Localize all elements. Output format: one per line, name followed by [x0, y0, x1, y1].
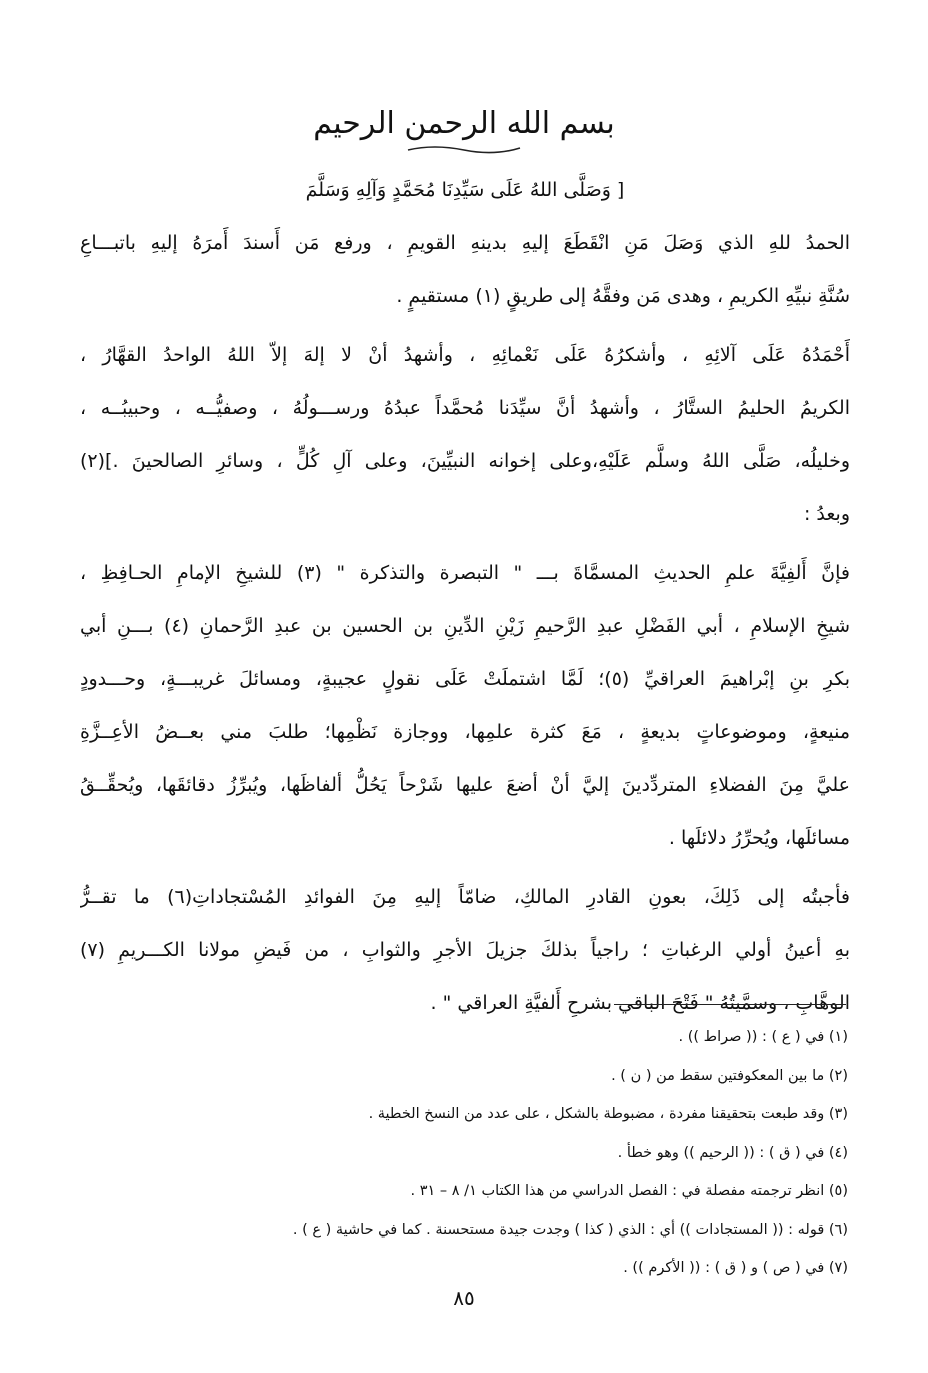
- footnote: (٥) انظر ترجمته مفصلة في : الفصل الدراسي من هذا الكتاب ١/ ٨ – ٣١ .: [410, 1183, 848, 1199]
- footnote: (٤) في ( ق ) : (( الرحيم )) وهو خطأ .: [617, 1144, 848, 1161]
- text-line: مسائلَها، ويُحرِّرُ دلائلَها .: [668, 827, 850, 849]
- text-line: سُنَّةِ نبيِّهِ الكريمِ ، وهدى مَن وفقَّهُ إلى طريقٍ (١) مستقيمٍ .: [396, 285, 850, 307]
- text-line: شيخِ الإسلامِ ، أبي الفَضْلِ عبدِ الرَّحيمِ زَيْنِ الدِّينِ بن الحسين بن عبدِ الرَّحمانِ (٤) بـــنِ أبي: [80, 615, 850, 637]
- text-line: وخليلُه، صَلَّى اللهُ وسلَّم عَلَيْهِ،وعلى إخوانه النبيِّينَ، وعلى آلِ كُلٍّ ، وسائرِ الصالحينَ .](٢): [80, 450, 850, 472]
- footnote: (٦) قوله : (( المستجادات )) أي : الذي ( كذا ) وجدت جيدة مستحسنة . كما في حاشية ( ع ) .: [292, 1221, 848, 1238]
- text-line: منيعةٍ، وموضوعاتٍ بديعةٍ ، مَعَ كثرة علمِها، ووجازة نَظْمِها؛ طلبَ مني بعــضُ الأعِــزَّةِ: [80, 721, 850, 743]
- text-line: الوهَّابِ ، وسمَّيتُهُ " فَتْحَ الباقي بشرحِ أَلفيَّةِ العراقي " .: [430, 992, 850, 1014]
- text-line: بكرِ بنِ إبْراهيمَ العراقيِّ (٥)؛ لَمَّا اشتملَتْ عَلَى نقولٍ عجيبةٍ، ومسائلَ غريبـــةٍ، وحـــدودٍ: [80, 668, 850, 690]
- basmala-calligraphy: بسم الله الرحمن الرحيم: [313, 106, 615, 141]
- main-text: [80, 164, 850, 1030]
- footnote: (١) في ( ع ) : (( صراط )) .: [678, 1029, 848, 1045]
- text-line: الحمدُ للهِ الذي وَصَلَ مَنِ انْقَطَعَ إليهِ بدينهِ القويمِ ، ورفع مَن أَسندَ أَمرَهُ إليهِ باتبـــاعِ: [80, 232, 850, 254]
- text-line: عليَّ مِنَ الفضلاءِ المتردِّدينَ إليَّ أنْ أضعَ عليها شَرْحاً يَحُلُّ ألفاظَها، ويُبرِّزُ دقائقَها، ويُحقِّــقُ: [80, 774, 850, 796]
- text-line: وبعدُ :: [803, 503, 850, 525]
- text-line: أَحْمَدُهُ عَلَى آلائِهِ ، وأشكرُهُ عَلَى نَعْمائِهِ ، وأشهدُ أنْ لا إلهَ إلاّ اللهُ الواحدُ القهَّارُ ،: [80, 344, 850, 366]
- text-line: الكريمُ الحليمُ الستَّارُ ، وأشهدُ أنَّ سيِّدَنا مُحمَّداً عبدُهُ ورســـولُهُ ، وصفيُّــه ، وحبيبُــه ،: [80, 397, 850, 419]
- text-line: فأجبتُه إلى ذَلِكَ، بعونِ القادرِ المالكِ، ضامّاً إليهِ مِنَ الفوائدِ المُسْتجاداتِ(٦) ما تقــرُّ: [80, 886, 850, 908]
- basmala-header: [0, 96, 928, 152]
- opening-salutation: [ وَصَلَّى اللهُ عَلَى سَيِّدِنَا مُحَمَّدٍ وَآلِهِ وَسَلَّمَ: [305, 179, 625, 201]
- footnotes: [80, 1018, 848, 1288]
- footnote-divider: [614, 1004, 846, 1005]
- footnote: (٢) ما بين المعكوفتين سقط من ( ن ) .: [611, 1067, 848, 1084]
- page-number: ٨٥: [453, 1286, 475, 1310]
- footnote: (٣) وقد طبعت بتحقيقنا مفردة ، مضبوطة بالشكل ، على عدد من النسخ الخطية .: [368, 1106, 848, 1122]
- text-line: فإنَّ أَلفِيَّةَ علمِ الحديثِ المسمَّاةَ بـــ " التبصرة والتذكرة " (٣) للشيخِ الإمامِ الحـافِظِ ،: [80, 562, 850, 584]
- text-line: بهِ أعينُ أولي الرغباتِ ؛ راجياً بذلكَ جزيلَ الأجرِ والثوابِ ، من فَيضِ مولانا الكـــريمِ (٧): [80, 939, 850, 961]
- ornament-swash-icon: [404, 142, 524, 156]
- footnote: (٧) في ( ص ) و ( ق ) : (( الأكرم )) .: [623, 1260, 848, 1276]
